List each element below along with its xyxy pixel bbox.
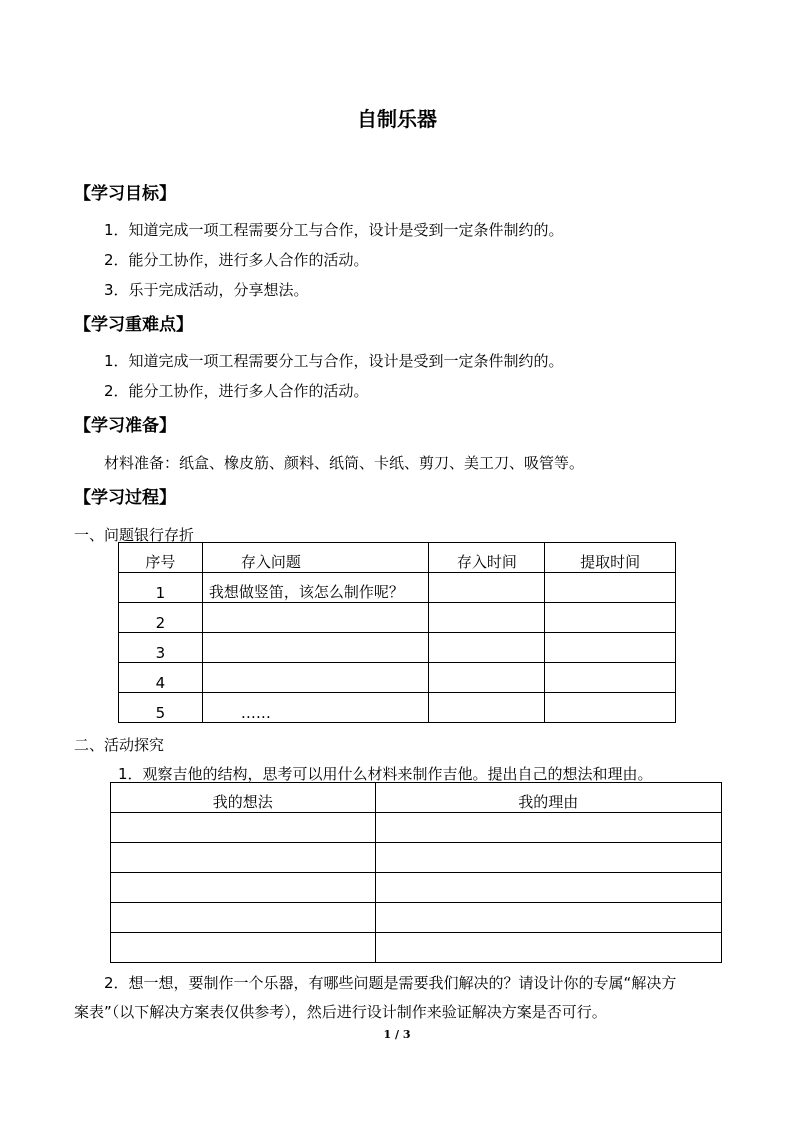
row-withdraw-time <box>545 603 676 633</box>
ideas-reasons-table <box>110 782 722 963</box>
idea-cell <box>111 933 376 963</box>
row-index: 5 <box>119 693 203 723</box>
table-header-row <box>119 543 676 573</box>
table-row <box>119 633 676 663</box>
row-question <box>202 663 429 693</box>
part2-item-1: 1．观察吉他的结构，思考可以用什么材料来制作吉他。提出自己的想法和理由。 <box>118 765 653 783</box>
reason-cell <box>375 813 721 843</box>
page-number: 1 / 3 <box>383 1028 411 1041</box>
goals-heading: 【学习目标】 <box>74 184 176 204</box>
row-deposit-time <box>429 573 545 603</box>
reason-cell <box>375 903 721 933</box>
table-row <box>111 933 722 963</box>
reason-cell <box>375 933 721 963</box>
page-title: 自制乐器 <box>357 107 437 131</box>
table-row <box>111 873 722 903</box>
row-deposit-time <box>429 663 545 693</box>
header-index: 序号 <box>119 543 203 573</box>
preparation-text: 材料准备：纸盒、橡皮筋、颜料、纸筒、卡纸、剪刀、美工刀、吸管等。 <box>104 454 585 472</box>
reason-cell <box>375 873 721 903</box>
table-row <box>111 903 722 933</box>
row-withdraw-time <box>545 693 676 723</box>
row-question: …… <box>202 693 429 723</box>
row-index: 2 <box>119 603 203 633</box>
row-deposit-time <box>429 693 545 723</box>
row-question <box>202 603 429 633</box>
table-row <box>119 573 676 603</box>
part1-label: 一、问题银行存折 <box>74 526 195 544</box>
row-index: 3 <box>119 633 203 663</box>
header-question: 存入问题 <box>202 543 429 573</box>
part2-item-2-line1: 2．想一想，要制作一个乐器，有哪些问题是需要我们解决的？请设计你的专属“解决方 <box>104 974 677 992</box>
idea-cell <box>111 903 376 933</box>
row-question: 我想做竖笛，该怎么制作呢？ <box>202 573 429 603</box>
table-row <box>119 663 676 693</box>
goal-item-1: 1．知道完成一项工程需要分工与合作，设计是受到一定条件制约的。 <box>104 221 564 239</box>
idea-cell <box>111 873 376 903</box>
table-row <box>111 813 722 843</box>
process-heading: 【学习过程】 <box>74 488 176 508</box>
row-deposit-time <box>429 603 545 633</box>
table-row <box>111 843 722 873</box>
goal-item-2: 2．能分工协作，进行多人合作的活动。 <box>104 251 369 269</box>
header-my-reason: 我的理由 <box>375 783 721 813</box>
key-point-item-1: 1．知道完成一项工程需要分工与合作，设计是受到一定条件制约的。 <box>104 352 564 370</box>
row-index: 4 <box>119 663 203 693</box>
table-row <box>119 603 676 633</box>
header-my-idea: 我的想法 <box>111 783 376 813</box>
row-question <box>202 633 429 663</box>
part2-label: 二、活动探究 <box>74 736 165 754</box>
table-header-row <box>111 783 722 813</box>
reason-cell <box>375 843 721 873</box>
idea-cell <box>111 813 376 843</box>
idea-cell <box>111 843 376 873</box>
row-index: 1 <box>119 573 203 603</box>
part2-item-2-line2: 案表”（以下解决方案表仅供参考），然后进行设计制作来验证解决方案是否可行。 <box>74 1003 607 1021</box>
table-row <box>119 693 676 723</box>
question-bank-table <box>118 542 676 723</box>
row-withdraw-time <box>545 573 676 603</box>
row-withdraw-time <box>545 663 676 693</box>
key-points-heading: 【学习重难点】 <box>74 315 193 335</box>
row-deposit-time <box>429 633 545 663</box>
row-withdraw-time <box>545 633 676 663</box>
header-deposit-time: 存入时间 <box>429 543 545 573</box>
preparation-heading: 【学习准备】 <box>74 416 176 436</box>
goal-item-3: 3．乐于完成活动，分享想法。 <box>104 281 309 299</box>
header-withdraw-time: 提取时间 <box>545 543 676 573</box>
key-point-item-2: 2．能分工协作，进行多人合作的活动。 <box>104 382 369 400</box>
